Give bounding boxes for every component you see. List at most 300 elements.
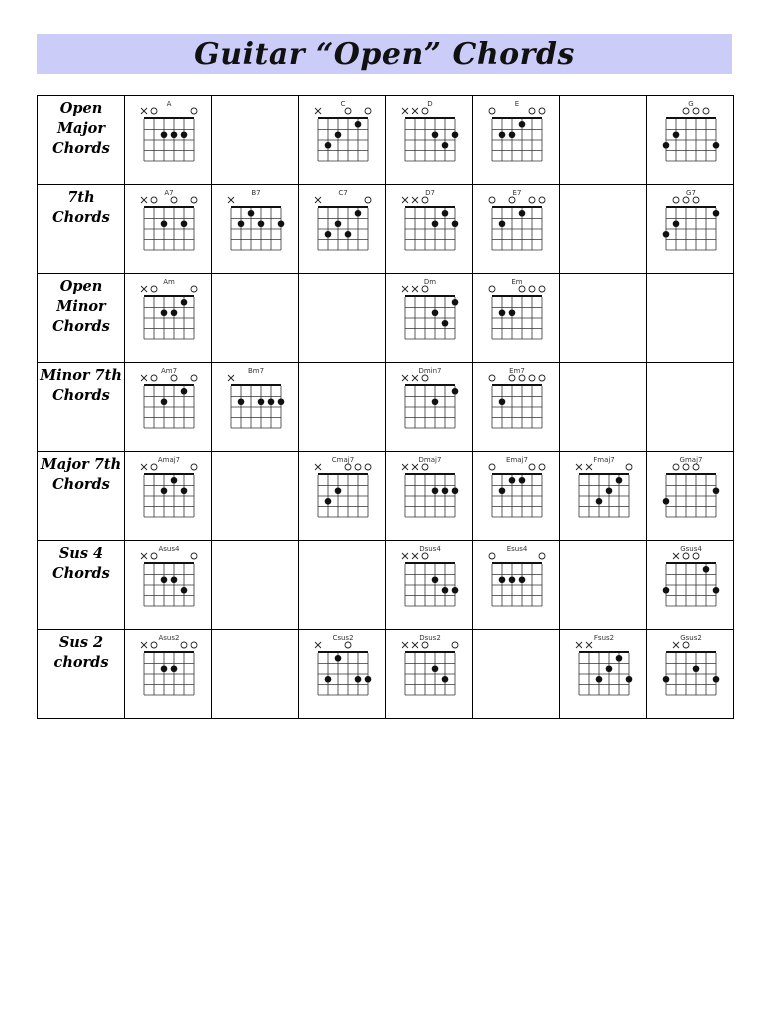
chord-cell (212, 185, 299, 274)
open-string-marker (422, 286, 428, 292)
finger-dot (442, 676, 449, 683)
open-string-marker (529, 464, 535, 470)
finger-dot (238, 398, 245, 405)
open-string-marker (422, 642, 428, 648)
open-string-marker (693, 553, 699, 559)
finger-dot (442, 587, 449, 594)
chord-cell (386, 96, 473, 185)
chord-diagram (560, 630, 646, 718)
chord-name: C (340, 100, 346, 108)
open-string-marker (539, 375, 545, 381)
nut (405, 651, 455, 653)
chord-diagram (386, 274, 472, 362)
chord-cell (473, 363, 560, 452)
row-label (38, 541, 124, 584)
empty-cell (299, 541, 386, 630)
finger-dot (616, 477, 623, 484)
finger-dot (452, 587, 459, 594)
open-string-marker (509, 197, 515, 203)
finger-dot (325, 676, 332, 683)
finger-dot (161, 487, 168, 494)
nut (405, 562, 455, 564)
muted-string-marker (141, 642, 147, 648)
nut (405, 295, 455, 297)
row-label-line: Open (59, 100, 103, 117)
open-string-marker (489, 108, 495, 114)
chord-row (38, 185, 734, 274)
muted-string-marker (576, 642, 582, 648)
finger-dot (713, 487, 720, 494)
chord-cell (125, 96, 212, 185)
muted-string-marker (228, 375, 234, 381)
chord-diagram (647, 630, 733, 718)
nut (405, 206, 455, 208)
muted-string-marker (141, 464, 147, 470)
finger-dot (596, 676, 603, 683)
nut (144, 384, 194, 386)
empty-cell (299, 274, 386, 363)
finger-dot (335, 220, 342, 227)
open-string-marker (489, 286, 495, 292)
finger-dot (325, 498, 332, 505)
empty-cell (560, 185, 647, 274)
open-string-marker (191, 464, 197, 470)
finger-dot (161, 665, 168, 672)
open-string-marker (673, 197, 679, 203)
chord-name: Em (511, 278, 523, 286)
chord-name: Emaj7 (506, 456, 528, 464)
finger-dot (161, 398, 168, 405)
open-string-marker (191, 197, 197, 203)
chord-name: A (166, 100, 172, 108)
finger-dot (181, 220, 188, 227)
chord-diagram (386, 630, 472, 718)
chord-cell (473, 96, 560, 185)
chord-name: G (688, 100, 694, 108)
chord-cell (647, 96, 734, 185)
nut (492, 473, 542, 475)
finger-dot (442, 320, 449, 327)
finger-dot (432, 665, 439, 672)
muted-string-marker (402, 108, 408, 114)
row-label-line: 7th Chords (52, 189, 110, 226)
muted-string-marker (315, 642, 321, 648)
open-string-marker (529, 108, 535, 114)
empty-cell (647, 363, 734, 452)
finger-dot (345, 231, 352, 238)
muted-string-marker (586, 464, 592, 470)
nut (144, 295, 194, 297)
muted-string-marker (141, 375, 147, 381)
chord-name: Am (163, 278, 175, 286)
muted-string-marker (402, 197, 408, 203)
open-string-marker (703, 108, 709, 114)
muted-string-marker (141, 197, 147, 203)
nut (144, 206, 194, 208)
row-label-cell (38, 185, 125, 274)
finger-dot (238, 220, 245, 227)
chord-row (38, 96, 734, 185)
chord-row (38, 630, 734, 719)
chord-cell (125, 452, 212, 541)
chord-name: D (427, 100, 433, 108)
finger-dot (432, 398, 439, 405)
finger-dot (161, 309, 168, 316)
open-string-marker (489, 553, 495, 559)
finger-dot (325, 142, 332, 149)
nut (318, 473, 368, 475)
chord-name: C7 (338, 189, 348, 197)
nut (144, 473, 194, 475)
finger-dot (509, 131, 516, 138)
nut (144, 117, 194, 119)
chord-name: B7 (251, 189, 261, 197)
muted-string-marker (673, 553, 679, 559)
chord-row (38, 541, 734, 630)
open-string-marker (345, 108, 351, 114)
muted-string-marker (228, 197, 234, 203)
row-label-cell (38, 541, 125, 630)
muted-string-marker (141, 286, 147, 292)
chord-name: Em7 (509, 367, 525, 375)
empty-cell (560, 363, 647, 452)
row-label (38, 452, 124, 495)
nut (492, 206, 542, 208)
chord-name: Esus4 (506, 545, 528, 553)
muted-string-marker (673, 642, 679, 648)
finger-dot (452, 131, 459, 138)
finger-dot (509, 309, 516, 316)
chord-row (38, 452, 734, 541)
finger-dot (248, 210, 255, 217)
finger-dot (335, 131, 342, 138)
muted-string-marker (586, 642, 592, 648)
finger-dot (713, 210, 720, 217)
open-string-marker (151, 642, 157, 648)
finger-dot (519, 576, 526, 583)
finger-dot (499, 309, 506, 316)
nut (666, 651, 716, 653)
empty-cell (212, 541, 299, 630)
chord-name: D7 (425, 189, 435, 197)
open-string-marker (355, 464, 361, 470)
muted-string-marker (402, 464, 408, 470)
empty-cell (212, 274, 299, 363)
finger-dot (509, 576, 516, 583)
nut (405, 384, 455, 386)
chord-cell (125, 541, 212, 630)
chord-cell (299, 96, 386, 185)
chord-diagram (647, 452, 733, 540)
open-string-marker (683, 197, 689, 203)
chord-cell (647, 541, 734, 630)
title-banner (37, 34, 732, 74)
open-string-marker (151, 108, 157, 114)
finger-dot (258, 220, 265, 227)
chord-name: Cmaj7 (331, 456, 355, 464)
chord-name: Dmaj7 (418, 456, 442, 464)
finger-dot (171, 131, 178, 138)
finger-dot (452, 220, 459, 227)
finger-dot (616, 655, 623, 662)
row-label-line: chords (53, 654, 109, 671)
row-label-line: Open (59, 278, 103, 295)
finger-dot (171, 665, 178, 672)
finger-dot (606, 487, 613, 494)
finger-dot (432, 576, 439, 583)
chord-cell (647, 452, 734, 541)
finger-dot (713, 142, 720, 149)
nut (318, 117, 368, 119)
nut (318, 206, 368, 208)
chord-diagram (125, 363, 211, 451)
muted-string-marker (402, 286, 408, 292)
chord-diagram (647, 96, 733, 184)
finger-dot (519, 121, 526, 128)
chord-name: Amaj7 (157, 456, 181, 464)
muted-string-marker (412, 375, 418, 381)
finger-dot (693, 665, 700, 672)
chord-name: E7 (512, 189, 522, 197)
finger-dot (181, 299, 188, 306)
row-label-line: Sus 2 (58, 634, 104, 651)
chord-cell (473, 452, 560, 541)
finger-dot (713, 676, 720, 683)
open-string-marker (683, 553, 689, 559)
finger-dot (432, 131, 439, 138)
nut (492, 117, 542, 119)
muted-string-marker (141, 108, 147, 114)
finger-dot (181, 587, 188, 594)
open-string-marker (151, 553, 157, 559)
chord-diagram (473, 541, 559, 629)
chord-diagram (473, 363, 559, 451)
finger-dot (432, 220, 439, 227)
finger-dot (713, 587, 720, 594)
finger-dot (509, 477, 516, 484)
chord-cell (560, 452, 647, 541)
open-string-marker (539, 464, 545, 470)
chord-diagram (473, 274, 559, 362)
chord-name: Asus2 (158, 634, 180, 642)
chord-diagram (299, 452, 385, 540)
open-string-marker (693, 108, 699, 114)
row-label (38, 274, 124, 337)
finger-dot (663, 587, 670, 594)
row-label-line: Chords (52, 140, 110, 157)
row-label-line: Sus 4 (58, 545, 104, 562)
row-label-line: Chords (52, 318, 110, 335)
empty-cell (212, 96, 299, 185)
muted-string-marker (412, 197, 418, 203)
open-string-marker (693, 464, 699, 470)
nut (405, 117, 455, 119)
open-string-marker (191, 553, 197, 559)
open-string-marker (181, 642, 187, 648)
open-string-marker (519, 286, 525, 292)
chord-diagram (212, 185, 298, 273)
open-string-marker (191, 642, 197, 648)
open-string-marker (539, 197, 545, 203)
finger-dot (365, 676, 372, 683)
nut (666, 117, 716, 119)
finger-dot (335, 487, 342, 494)
row-label (38, 363, 124, 406)
nut (144, 651, 194, 653)
chord-cell (473, 541, 560, 630)
open-string-marker (365, 464, 371, 470)
chord-diagram (647, 185, 733, 273)
finger-dot (432, 309, 439, 316)
muted-string-marker (402, 642, 408, 648)
nut (666, 562, 716, 564)
finger-dot (171, 576, 178, 583)
open-string-marker (365, 108, 371, 114)
open-string-marker (171, 197, 177, 203)
chord-name: Asus4 (158, 545, 180, 553)
row-label-cell (38, 363, 125, 452)
muted-string-marker (402, 553, 408, 559)
nut (492, 295, 542, 297)
open-string-marker (422, 197, 428, 203)
row-label-line: Minor 7th (40, 367, 122, 384)
open-string-marker (365, 197, 371, 203)
chord-cell (386, 274, 473, 363)
muted-string-marker (412, 464, 418, 470)
finger-dot (278, 220, 285, 227)
chord-cell (647, 185, 734, 274)
chord-cell (125, 630, 212, 719)
muted-string-marker (315, 108, 321, 114)
nut (318, 651, 368, 653)
chord-diagram (386, 96, 472, 184)
finger-dot (181, 388, 188, 395)
chord-name: Fmaj7 (593, 456, 615, 464)
chord-cell (473, 185, 560, 274)
chord-diagram (299, 185, 385, 273)
finger-dot (663, 231, 670, 238)
finger-dot (171, 309, 178, 316)
chord-name: A7 (164, 189, 174, 197)
chord-name: Am7 (160, 367, 178, 375)
finger-dot (452, 487, 459, 494)
empty-cell (212, 630, 299, 719)
muted-string-marker (412, 553, 418, 559)
open-string-marker (452, 642, 458, 648)
chord-diagram (125, 452, 211, 540)
open-string-marker (539, 553, 545, 559)
finger-dot (355, 210, 362, 217)
nut (666, 206, 716, 208)
finger-dot (673, 131, 680, 138)
finger-dot (663, 676, 670, 683)
chord-cell (560, 630, 647, 719)
finger-dot (703, 566, 710, 573)
finger-dot (161, 220, 168, 227)
row-label-line: Chords (52, 476, 110, 493)
empty-cell (212, 452, 299, 541)
chord-name: Bm7 (247, 367, 265, 375)
chord-diagram (125, 630, 211, 718)
empty-cell (299, 363, 386, 452)
chord-row (38, 274, 734, 363)
finger-dot (442, 210, 449, 217)
nut (492, 562, 542, 564)
open-string-marker (529, 375, 535, 381)
finger-dot (181, 487, 188, 494)
finger-dot (432, 487, 439, 494)
row-label-line: Major (56, 120, 105, 137)
chord-name: Dsus2 (419, 634, 441, 642)
row-label-line: Minor (56, 298, 106, 315)
row-label-line: Major 7th (40, 456, 122, 473)
chord-cell (386, 452, 473, 541)
chord-diagram (647, 541, 733, 629)
chord-name: E (514, 100, 520, 108)
open-string-marker (422, 375, 428, 381)
finger-dot (663, 142, 670, 149)
finger-dot (161, 576, 168, 583)
row-label-cell (38, 274, 125, 363)
chord-cell (386, 363, 473, 452)
finger-dot (442, 487, 449, 494)
finger-dot (519, 210, 526, 217)
chord-cell (386, 541, 473, 630)
row-label-line: Chords (52, 387, 110, 404)
chord-name: Gmaj7 (679, 456, 703, 464)
chord-diagram (473, 452, 559, 540)
nut (492, 384, 542, 386)
finger-dot (355, 121, 362, 128)
empty-cell (647, 274, 734, 363)
row-label-cell (38, 452, 125, 541)
chord-cell (299, 630, 386, 719)
finger-dot (596, 498, 603, 505)
open-string-marker (539, 108, 545, 114)
muted-string-marker (402, 375, 408, 381)
nut (579, 651, 629, 653)
chord-cell (125, 185, 212, 274)
chord-name: Fsus2 (593, 634, 615, 642)
open-string-marker (489, 464, 495, 470)
open-string-marker (683, 642, 689, 648)
nut (666, 473, 716, 475)
row-label-cell (38, 630, 125, 719)
chord-diagram (473, 96, 559, 184)
muted-string-marker (315, 464, 321, 470)
chord-diagram (212, 363, 298, 451)
chord-cell (299, 452, 386, 541)
chord-name: Dmin7 (418, 367, 442, 375)
open-string-marker (422, 553, 428, 559)
row-label (38, 96, 124, 159)
chord-diagram (299, 630, 385, 718)
page-title: Guitar “Open” Chords (194, 36, 575, 72)
open-string-marker (693, 197, 699, 203)
finger-dot (663, 498, 670, 505)
chord-chart-table (37, 95, 734, 719)
chord-cell (386, 185, 473, 274)
open-string-marker (489, 375, 495, 381)
empty-cell (560, 541, 647, 630)
nut (231, 206, 281, 208)
open-string-marker (509, 375, 515, 381)
nut (144, 562, 194, 564)
chord-diagram (386, 185, 472, 273)
chord-cell (647, 630, 734, 719)
open-string-marker (529, 197, 535, 203)
row-label-cell (38, 96, 125, 185)
